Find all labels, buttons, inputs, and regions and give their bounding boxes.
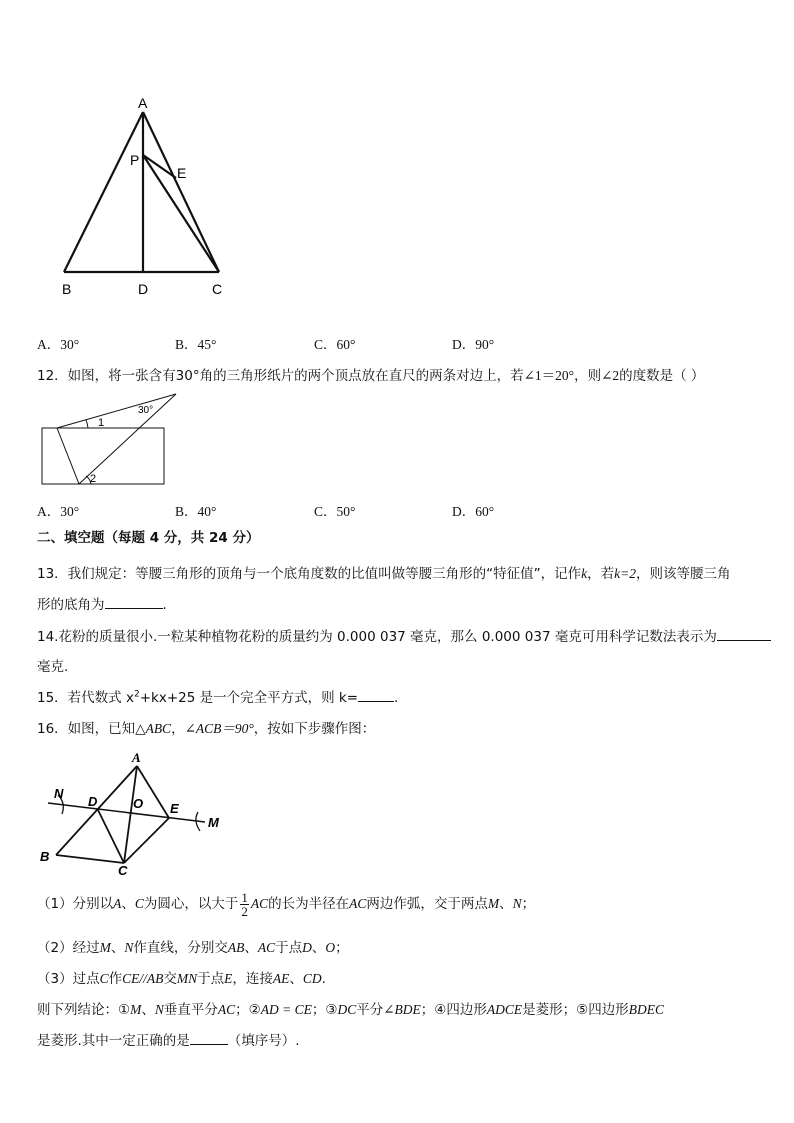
q12-angle2: ∠2: [601, 368, 620, 383]
q16-angle: ∠ACB＝90°: [184, 721, 254, 736]
concl-c3b: 平分: [356, 1002, 384, 1018]
segment-ab: [64, 112, 143, 272]
q13-line2: [37, 593, 167, 613]
step1-a: A: [113, 896, 122, 911]
concl-dc: DC: [337, 1002, 357, 1017]
label-30: 30°: [138, 405, 154, 416]
label-2: 2: [90, 473, 97, 485]
q12-text-a: 12．如图，将一张含有30°角的三角形纸片的两个顶点放在直尺的两条对边上，若: [37, 368, 524, 384]
q13-text-a: 13．我们规定：等腰三角形的顶角与一个底角度数的比值叫做等腰三角形的“特征值”，记作: [37, 566, 582, 582]
q15-text-a: 15．若代数式 x: [37, 690, 134, 706]
step3-cd: CD: [302, 971, 322, 986]
q12-option-d: D．60°: [452, 504, 495, 519]
step3-ae: AE: [272, 971, 290, 986]
q15-end: .: [394, 690, 399, 706]
segment-bc2: [56, 855, 124, 863]
q16-step2: [37, 936, 349, 956]
q12-option-a: A．30°: [37, 504, 80, 519]
step1-text-b: 为圆心，以大于: [143, 896, 239, 912]
q16-conclusions: [37, 998, 664, 1018]
concl-text-a: 则下列结论：①: [37, 1002, 131, 1018]
concl-ac: AC: [217, 1002, 236, 1017]
step1-sep2: 、: [499, 896, 513, 912]
fig-label-o: O: [133, 796, 144, 811]
q12-angle1: ∠1＝20°: [523, 368, 575, 383]
concl-c4pre: ；④四边形: [420, 1002, 487, 1018]
step1-ac2: AC: [349, 896, 367, 911]
q15-question: [37, 686, 398, 706]
label-d: D: [138, 281, 149, 297]
last-text-a: 是菱形.其中一定正确的是: [37, 1033, 190, 1049]
q16-answer-blank[interactable]: [190, 1043, 228, 1045]
step2-n: N: [124, 940, 134, 955]
label-1: 1: [98, 417, 105, 429]
q13-line1: [37, 562, 731, 582]
concl-m: M: [130, 1002, 142, 1017]
q12-option-c: C．50°: [314, 504, 356, 519]
step1-c: C: [134, 896, 144, 911]
step1-text-a: （1）分别以: [37, 896, 114, 912]
step2-sep2: 、: [244, 940, 258, 956]
step3-text-e: ，连接: [232, 971, 273, 987]
concl-text-c1: 垂直平分: [163, 1002, 218, 1018]
q11-option-a: A．30°: [37, 337, 80, 352]
figure-construction: [0, 745, 240, 875]
q14-text: 14.花粉的质量很小.一粒某种植物花粉的质量约为 0.000 037 毫克，那么 0.000 037 毫克可用科学记数法表示为: [37, 629, 717, 645]
line-mn: [48, 803, 205, 822]
step3-mn: MN: [176, 971, 198, 986]
step3-text-a: （3）过点: [37, 971, 100, 987]
concl-bde: ∠BDE: [383, 1002, 421, 1017]
figure-ruler-triangle: [0, 380, 200, 490]
segment-ab2: [56, 766, 137, 855]
section-title: 二、填空题（每题 4 分，共 24 分）: [37, 530, 260, 546]
q11-option-c: C．60°: [314, 337, 356, 352]
figure-triangle-abc: [0, 0, 260, 310]
q11-option-d: D．90°: [452, 337, 495, 352]
q15-answer-blank[interactable]: [358, 700, 394, 702]
segment-ac: [143, 112, 219, 272]
set-square: [57, 394, 176, 484]
step2-d: D: [302, 940, 312, 955]
q16-tri: △ABC: [135, 721, 172, 736]
q13-text-c: ，则该等腰三角: [636, 566, 731, 582]
label-a: A: [138, 95, 148, 111]
step2-o: O: [325, 940, 336, 955]
q13-answer-blank[interactable]: [105, 607, 163, 609]
last-text-b: （填序号）.: [227, 1033, 300, 1049]
concl-c2: AD = CE: [260, 1002, 312, 1017]
segment-dc: [98, 810, 124, 863]
step3-e: E: [224, 971, 233, 986]
step1-m: M: [487, 896, 500, 911]
q16-question: [37, 717, 375, 737]
fig-label-c: C: [118, 863, 128, 875]
step1-n: N: [512, 896, 522, 911]
fig-label-a: A: [132, 750, 141, 765]
step3-parallel: CE//AB: [122, 971, 164, 986]
q14-line1: [37, 625, 771, 645]
label-b: B: [62, 281, 72, 297]
segment-pe: [143, 155, 176, 178]
step2-m: M: [99, 940, 111, 955]
q16-step1: [37, 889, 535, 919]
step2-ac: AC: [257, 940, 276, 955]
step3-text-c: 交: [163, 971, 177, 987]
q13-k: k: [581, 566, 588, 581]
q16-text-b: ，按如下步骤作图：: [253, 721, 376, 737]
fig-label-e: E: [170, 801, 179, 816]
concl-adce: ADCE: [486, 1002, 523, 1017]
step1-text-e: ；: [521, 896, 536, 912]
step1-ac: AC: [250, 896, 269, 911]
step2-sep: 、: [110, 940, 125, 956]
frac-num: 1: [241, 889, 248, 905]
q16-text-a: 16．如图，已知: [37, 721, 136, 737]
fig-label-b: B: [40, 849, 50, 864]
step3-sep: 、: [289, 971, 303, 987]
q14-answer-blank[interactable]: [717, 639, 771, 641]
q12-text-b: ，则: [574, 368, 602, 384]
q16-last-line: [37, 1029, 300, 1049]
q13-text-b: ，若: [587, 566, 615, 582]
fraction-half: [240, 891, 249, 918]
q12-text-c: 的度数是（ ）: [619, 368, 705, 384]
concl-n: N: [154, 1002, 164, 1017]
concl-bdec: BDEC: [628, 1002, 665, 1017]
step1-text-c: 的长为半径在: [268, 896, 350, 912]
step2-sep3: 、: [311, 940, 326, 956]
step2-text-b: 作直线，分别交: [133, 940, 228, 956]
concl-c4b: 是菱形；⑤四边形: [522, 1002, 629, 1018]
fig-label-d: D: [88, 794, 98, 809]
q13-line2-text: 形的底角为: [37, 597, 105, 613]
segment-ce: [124, 818, 169, 863]
q11-option-b: B．45°: [175, 337, 217, 352]
q14-line2: 毫克.: [37, 659, 69, 675]
step3-text-d: 于点: [197, 971, 225, 987]
step1-sep: 、: [121, 896, 135, 912]
label-e: E: [177, 165, 187, 181]
fig-label-m: M: [208, 815, 219, 830]
step3-text-f: .: [321, 971, 326, 987]
q13-line2-end: .: [162, 597, 167, 613]
q15-sup: 2: [133, 689, 140, 700]
q13-k-eq: k=2: [614, 566, 637, 581]
step3-c: C: [99, 971, 109, 986]
frac-den: 2: [241, 903, 248, 919]
step2-text-d: ；: [335, 940, 349, 956]
fig-label-n: N: [54, 786, 64, 801]
segment-ac2: [124, 766, 137, 863]
label-p: P: [130, 152, 140, 168]
q12-option-b: B．40°: [175, 504, 217, 519]
step1-text-d: 两边作弧，交于两点: [366, 896, 488, 912]
q16-sep: ，: [171, 721, 185, 737]
angle-arc-1: [86, 420, 88, 428]
concl-c3pre: ；③: [311, 1002, 338, 1018]
label-c: C: [212, 281, 223, 297]
step2-text-a: （2）经过: [37, 940, 100, 956]
step3-text-b: 作: [108, 971, 123, 987]
concl-sep: 、: [141, 1002, 155, 1018]
q16-step3: [37, 967, 326, 987]
step2-ab: AB: [227, 940, 245, 955]
q15-text-b: +kx+25 是一个完全平方式，则 k=: [139, 690, 359, 706]
step2-text-c: 于点: [275, 940, 303, 956]
concl-c2pre: ；②: [235, 1002, 261, 1018]
